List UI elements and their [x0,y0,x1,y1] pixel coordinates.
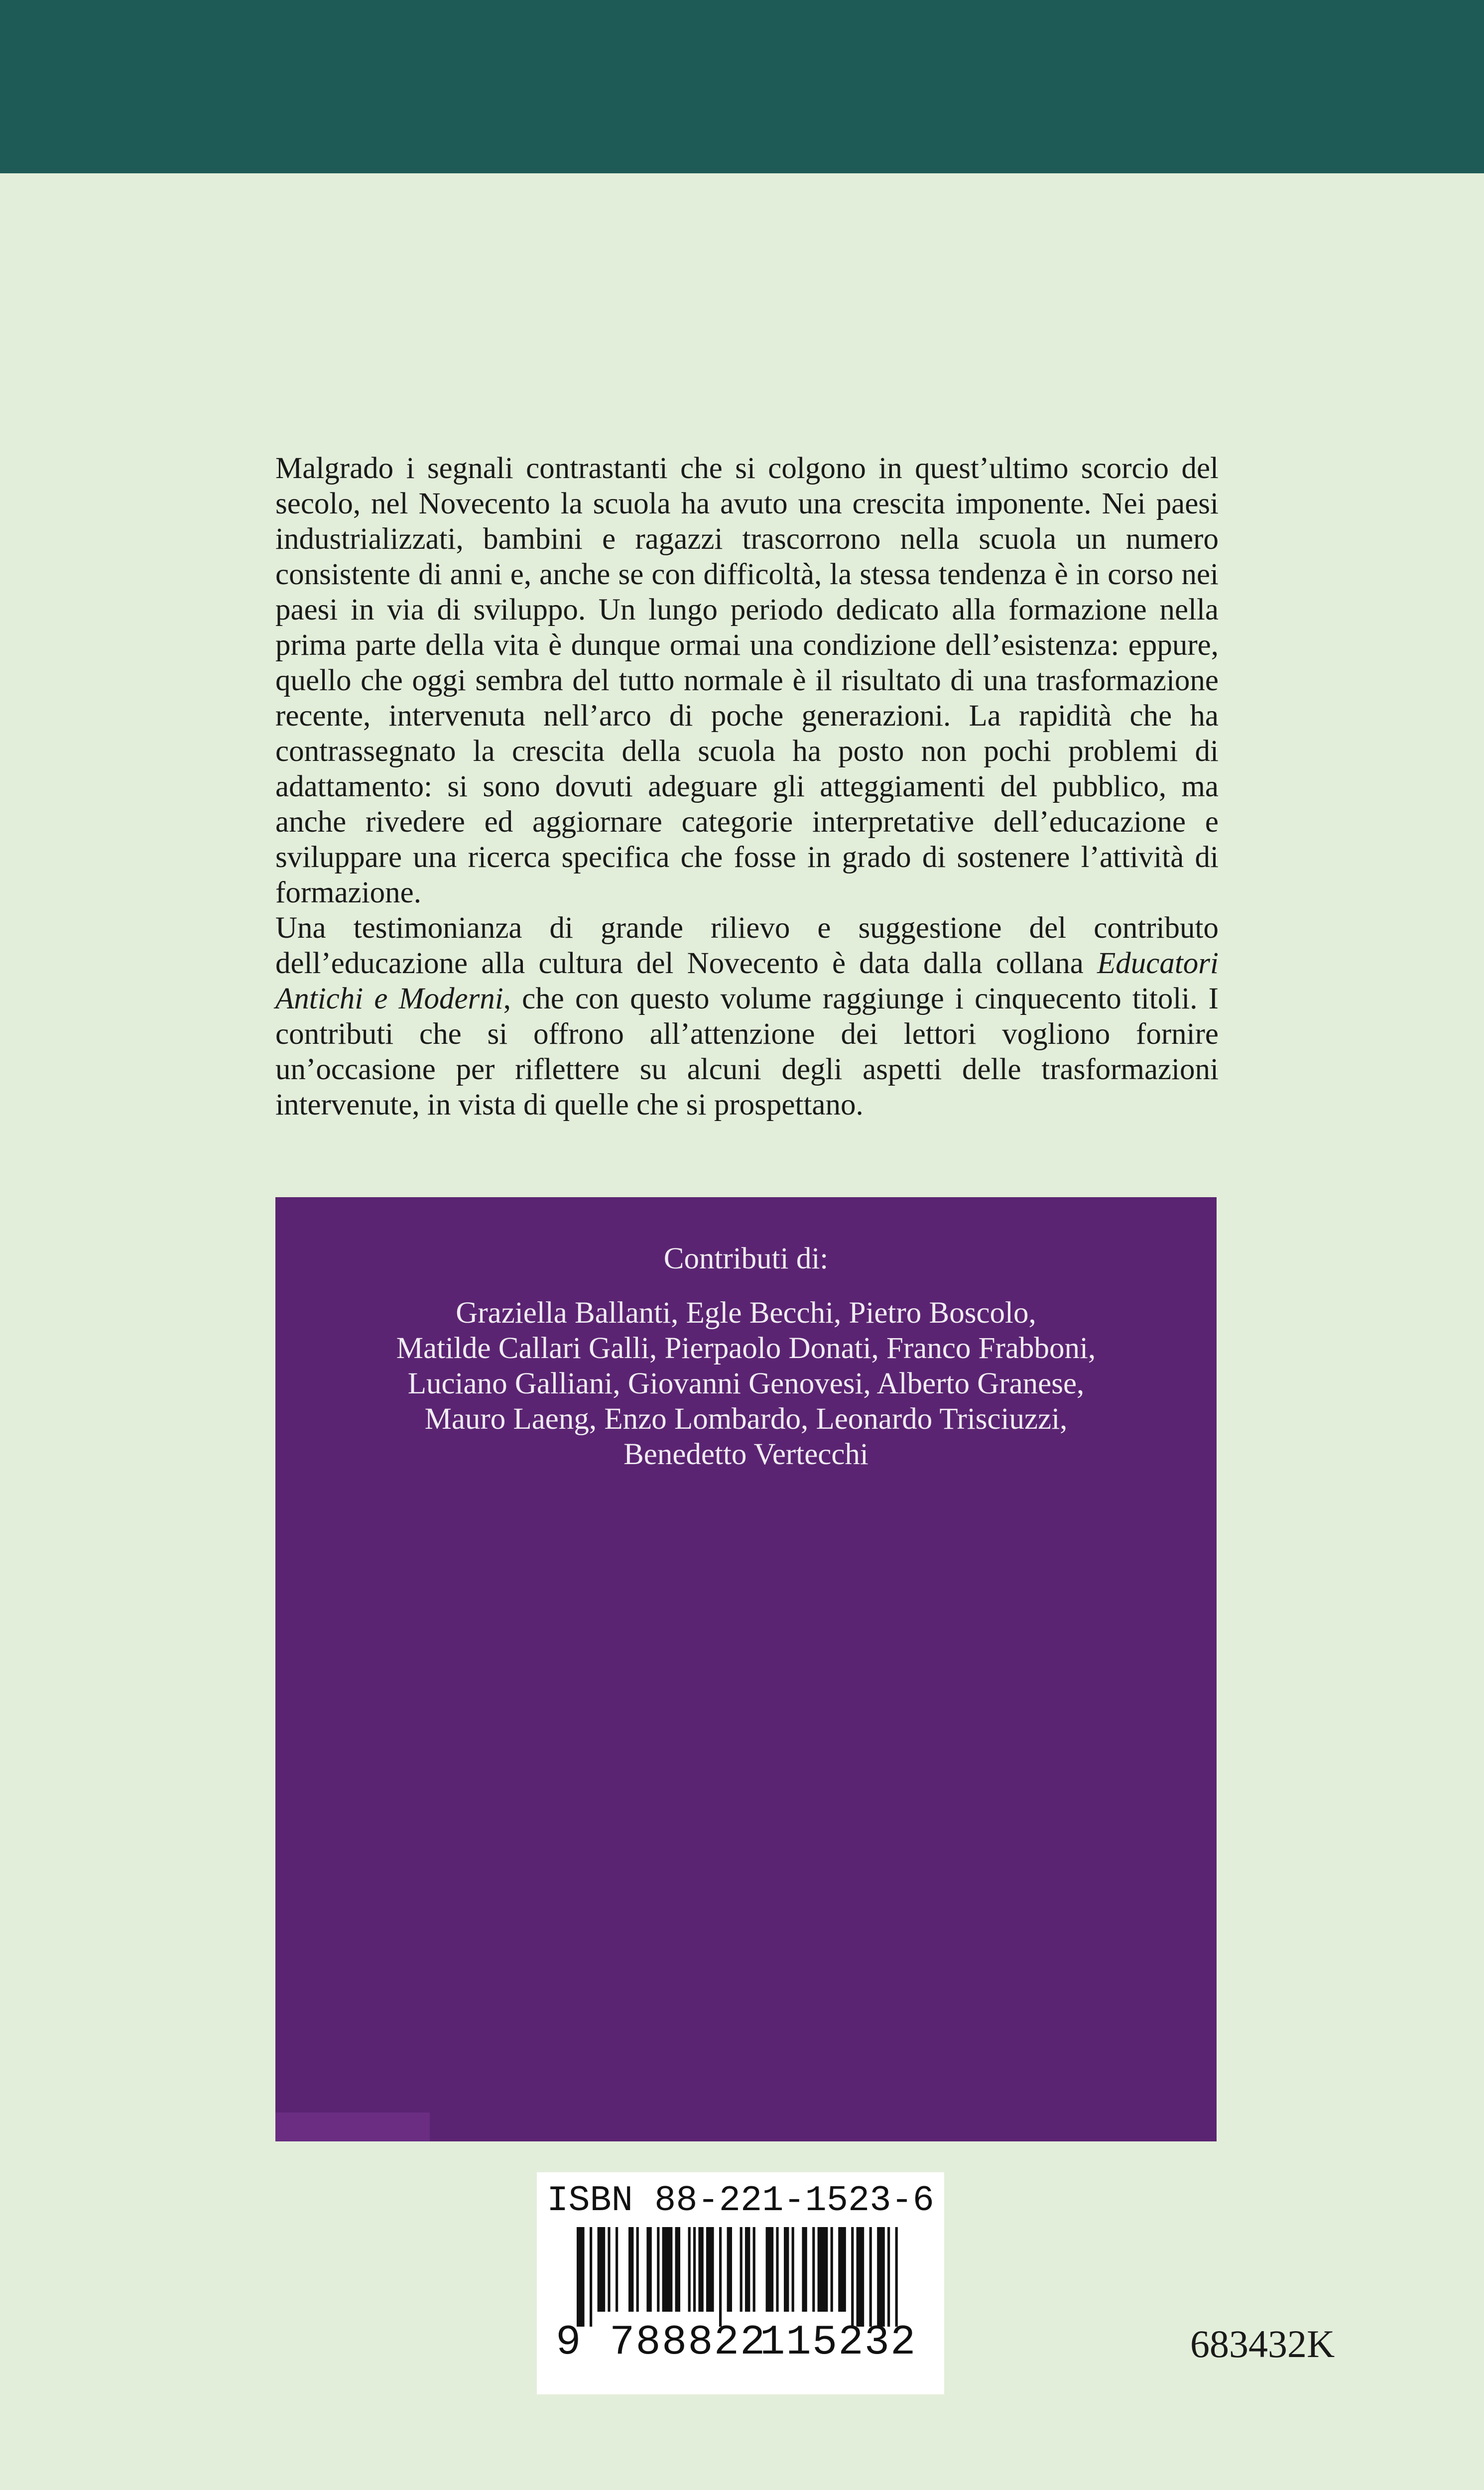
barcode-bar [636,2227,639,2312]
ean-right-group: 115232 [760,2319,917,2366]
barcode-bar [877,2227,885,2327]
barcode-bar [745,2227,750,2312]
barcode-bar [628,2227,633,2312]
contributors-line: Graziella Ballanti, Egle Becchi, Pietro Boscolo, [456,1296,1036,1330]
barcode-bar [590,2227,592,2327]
barcode-bar [895,2227,898,2327]
contributors-heading: Contributi di: [663,1242,829,1275]
barcode-bar [857,2227,865,2327]
isbn-text: ISBN 88-221-1523-6 [547,2180,934,2221]
contributors-line: Matilde Callari Galli, Pierpaolo Donati, Franco Frabboni, [396,1332,1096,1365]
barcode-bar [812,2227,815,2312]
barcode-bar [598,2227,606,2312]
barcode-bar [869,2227,872,2327]
contributors-line: Benedetto Vertecchi [623,1438,868,1471]
back-cover-blurb [275,451,1219,1122]
barcode-bar [577,2227,585,2327]
barcode-bar [688,2227,691,2312]
series-title: Educatori Antichi e Moderni [275,947,1219,1015]
contributors-list [275,1295,1217,1472]
barcode-bar [608,2227,610,2312]
barcode-bar [693,2227,696,2312]
ean-lead-digit: 9 [556,2319,581,2366]
blurb-paragraph-1: Malgrado i segnali contrastanti che si colgono in quest’ultimo scorcio del secolo, nel Novecento la scuola ha avuto una crescita imponente. Nei paesi industrializzati, bambini e ragazzi trascorrono nella scuola un numero consistente di anni e, anche se con difficoltà, la stessa tendenza è in corso nei paesi in via di sviluppo. Un lungo periodo dedicato alla formazione nella prima parte della vita è dunque ormai una condizione dell’esistenza: eppure, quello che oggi sembra del tutto normale è il risultato di una trasformazione recente, intervenuta nell’arco di poche generazioni. La rapidità che ha contrassegnato la crescita della scuola ha posto non pochi problemi di adattamento: si sono dovuti adeguare gli atteggiamenti del pubblico, ma anche rivedere ed aggiornare categorie interpretative dell’educazione e sviluppare una ricerca specifica che fosse in grado di sostenere l’attività di formazione. [275,452,1219,909]
barcode-bar [662,2227,673,2312]
barcode-bars [577,2227,905,2327]
barcode-bar [706,2227,714,2312]
barcode-bar [675,2227,680,2312]
barcode-label [537,2172,944,2394]
contributors-panel [275,1197,1217,2141]
catalog-code: 683432K [1190,2322,1335,2366]
ean-left-group: 788822 [610,2319,766,2366]
barcode-bar [792,2227,794,2312]
barcode-bar [740,2227,742,2312]
barcode-bar [776,2227,778,2312]
barcode-bar [719,2227,722,2327]
barcode-bar [831,2227,833,2312]
barcode-bar [838,2227,846,2312]
barcode-bar [657,2227,659,2312]
barcode-bar [784,2227,789,2312]
barcode-bar [887,2227,890,2327]
contributors-line: Luciano Galliani, Giovanni Genovesi, Alberto Granese, [407,1367,1085,1400]
panel-corner-mark [275,2113,430,2141]
blurb-paragraph-2-start: Una testimonianza di grande rilievo e suggestione del contributo dell’educazione alla cultura del Novecento è data dalla collana [275,911,1219,980]
barcode-bar [851,2227,854,2327]
barcode-bar [753,2227,755,2312]
barcode-bar [616,2227,618,2312]
barcode-bar [802,2227,807,2312]
ean-digits [556,2319,917,2490]
barcode-bar [646,2227,651,2312]
contributors-line: Mauro Laeng, Enzo Lombardo, Leonardo Trisciuzzi, [424,1402,1068,1436]
blurb-paragraph-2 [275,910,1219,1122]
barcode-bar [698,2227,703,2312]
barcode-bar [766,2227,774,2312]
blurb-paragraph-2-end: , che con questo volume raggiunge i cinquecento titoli. I contributi che si offrono all’attenzione dei lettori vogliono fornire un’occasione per riflettere su alcuni degli aspetti delle trasformazioni intervenute, in vista di quelle che si prospettano. [275,982,1219,1121]
barcode-bar [818,2227,828,2312]
top-color-band [0,0,1484,173]
barcode-bar [727,2227,732,2312]
